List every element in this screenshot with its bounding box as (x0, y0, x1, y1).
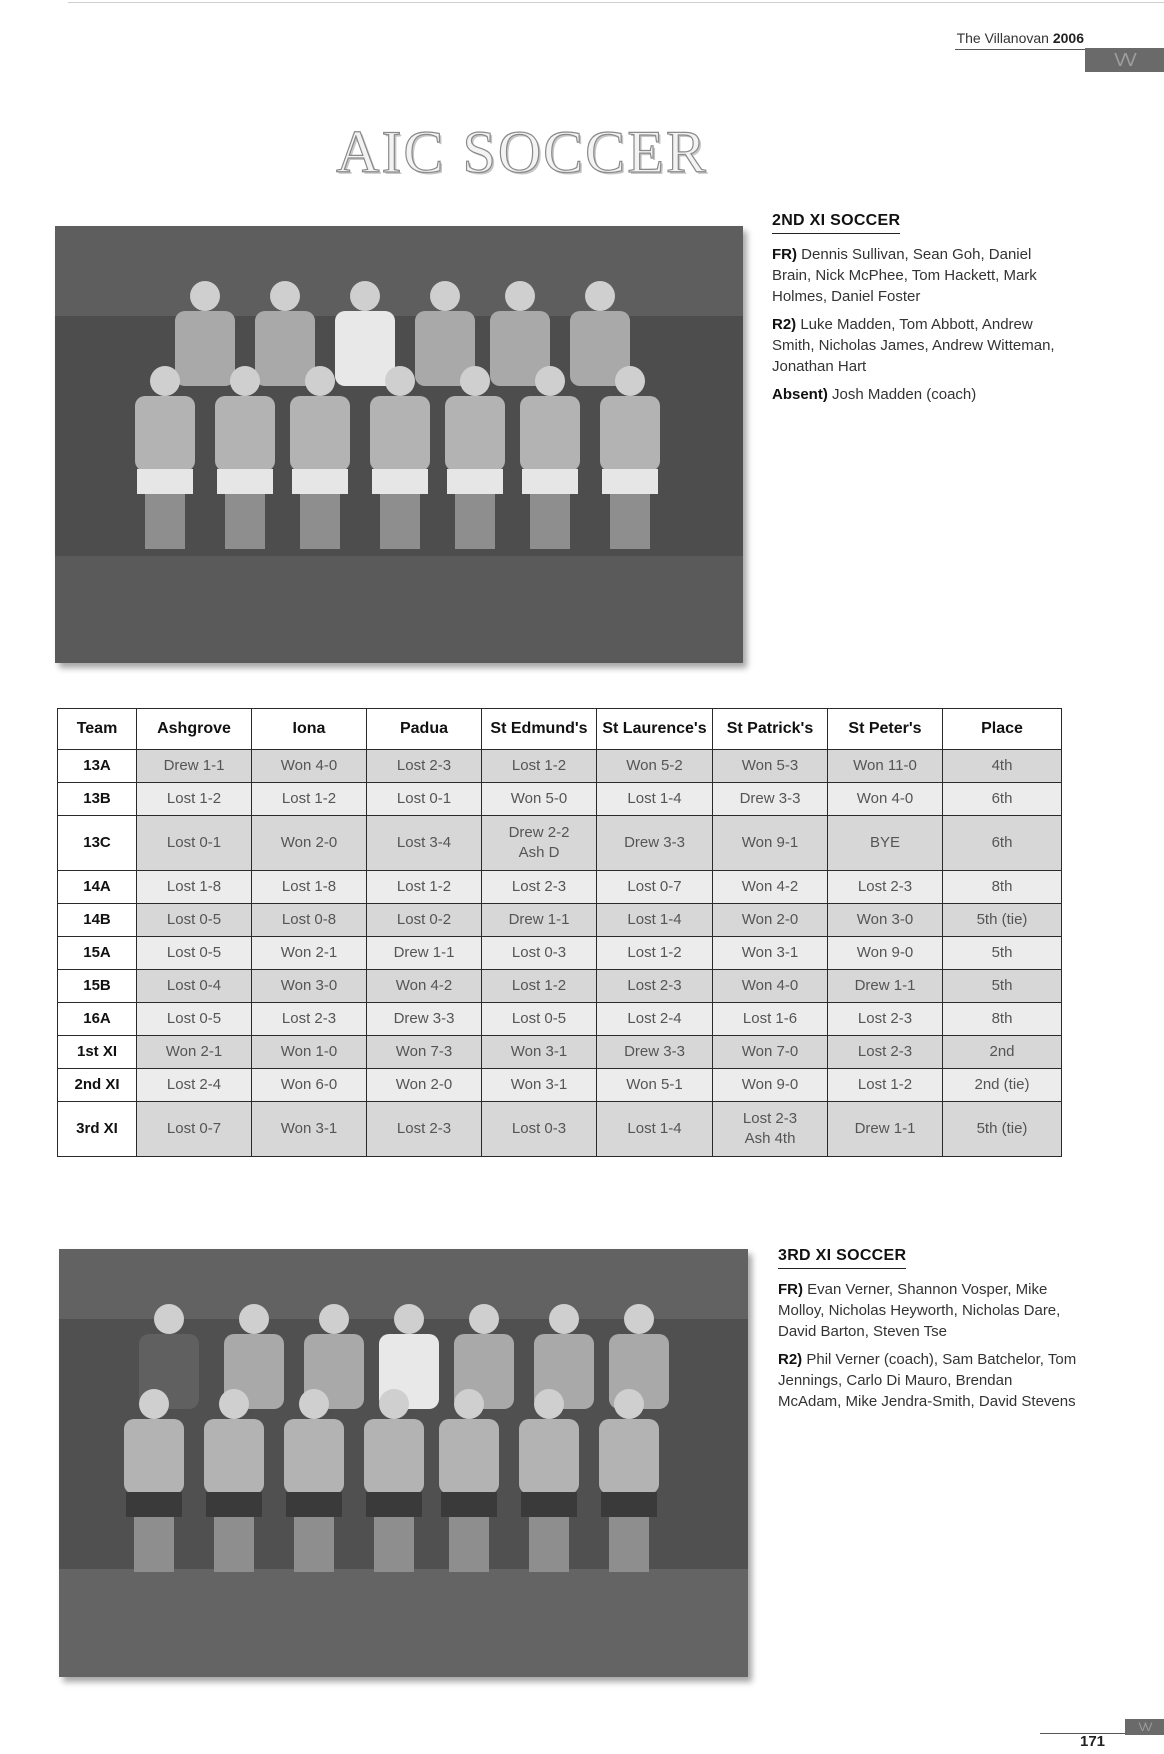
result-cell: Lost 0-4 (137, 970, 252, 1003)
result-cell: Won 4-2 (713, 871, 828, 904)
result-cell: Drew 1-1 (828, 970, 943, 1003)
result-cell: Lost 1-4 (597, 1102, 713, 1157)
header-iona: Iona (252, 709, 367, 750)
result-cell: Drew 2-2 Ash D (482, 816, 597, 871)
result-cell: Won 9-0 (828, 937, 943, 970)
result-cell: Lost 0-8 (252, 904, 367, 937)
header-st-peters: St Peter's (828, 709, 943, 750)
result-cell: Lost 0-3 (482, 937, 597, 970)
place-cell: 5th (943, 970, 1062, 1003)
results-body (58, 750, 1062, 1157)
result-cell: Won 3-0 (252, 970, 367, 1003)
result-cell: Lost 2-4 (597, 1003, 713, 1036)
caption-3rd-xi (778, 1245, 1078, 1419)
table-row (58, 1069, 1062, 1102)
result-cell: Won 2-1 (137, 1036, 252, 1069)
caption-2nd-xi-title: 2ND XI SOCCER (772, 210, 900, 234)
result-cell: Won 7-0 (713, 1036, 828, 1069)
result-cell: Lost 0-2 (367, 904, 482, 937)
caption-2nd-xi-row-absent: Absent) Josh Madden (coach) (772, 386, 977, 403)
result-cell: Drew 1-1 (137, 750, 252, 783)
result-cell: Lost 0-1 (367, 783, 482, 816)
team-photo-2nd-xi-image (55, 226, 743, 663)
caption-2nd-xi (772, 210, 1072, 412)
result-cell: Lost 1-2 (137, 783, 252, 816)
place-cell: 8th (943, 1003, 1062, 1036)
place-cell: 5th (tie) (943, 904, 1062, 937)
result-cell: Lost 0-5 (137, 904, 252, 937)
page-number: 171 (1080, 1733, 1106, 1750)
team-cell: 14B (58, 904, 137, 937)
footer-logo (1125, 1719, 1164, 1735)
table-row (58, 970, 1062, 1003)
team-cell: 1st XI (58, 1036, 137, 1069)
result-cell: Won 3-1 (252, 1102, 367, 1157)
result-cell: BYE (828, 816, 943, 871)
result-cell: Won 2-0 (367, 1069, 482, 1102)
result-cell: Drew 3-3 (713, 783, 828, 816)
header-ashgrove: Ashgrove (137, 709, 252, 750)
result-cell: Won 4-2 (367, 970, 482, 1003)
result-cell: Won 3-1 (482, 1069, 597, 1102)
place-cell: 5th (943, 937, 1062, 970)
result-cell: Lost 2-3 (828, 871, 943, 904)
table-row (58, 816, 1062, 871)
caption-2nd-xi-row-fr: FR) Dennis Sullivan, Sean Goh, Daniel Brain, Nick McPhee, Tom Hackett, Mark Holmes, Daniel Foster (772, 246, 1037, 305)
team-cell: 13C (58, 816, 137, 871)
team-cell: 15A (58, 937, 137, 970)
result-cell: Lost 0-3 (482, 1102, 597, 1157)
result-cell: Lost 1-2 (482, 970, 597, 1003)
result-cell: Won 7-3 (367, 1036, 482, 1069)
result-cell: Lost 1-4 (597, 904, 713, 937)
result-cell: Lost 2-3 Ash 4th (713, 1102, 828, 1157)
result-cell: Won 3-1 (482, 1036, 597, 1069)
result-cell: Lost 1-8 (137, 871, 252, 904)
result-cell: Lost 2-3 (367, 1102, 482, 1157)
result-cell: Won 1-0 (252, 1036, 367, 1069)
result-cell: Lost 0-7 (597, 871, 713, 904)
result-cell: Lost 3-4 (367, 816, 482, 871)
result-cell: Won 11-0 (828, 750, 943, 783)
table-row (58, 783, 1062, 816)
result-cell: Lost 1-2 (828, 1069, 943, 1102)
result-cell: Won 2-0 (713, 904, 828, 937)
table-row (58, 937, 1062, 970)
result-cell: Lost 2-3 (828, 1036, 943, 1069)
publication-name: The Villanovan (956, 30, 1049, 46)
result-cell: Won 4-0 (252, 750, 367, 783)
team-cell: 14A (58, 871, 137, 904)
team-cell: 16A (58, 1003, 137, 1036)
place-cell: 4th (943, 750, 1062, 783)
place-cell: 5th (tie) (943, 1102, 1062, 1157)
result-cell: Lost 1-2 (252, 783, 367, 816)
header-team: Team (58, 709, 137, 750)
place-cell: 2nd (943, 1036, 1062, 1069)
result-cell: Lost 2-3 (367, 750, 482, 783)
team-cell: 15B (58, 970, 137, 1003)
result-cell: Won 3-1 (713, 937, 828, 970)
result-cell: Lost 1-2 (597, 937, 713, 970)
result-cell: Drew 3-3 (367, 1003, 482, 1036)
results-table (57, 708, 1062, 1157)
result-cell: Won 9-0 (713, 1069, 828, 1102)
result-cell: Won 3-0 (828, 904, 943, 937)
result-cell: Drew 3-3 (597, 816, 713, 871)
result-cell: Won 5-0 (482, 783, 597, 816)
result-cell: Won 6-0 (252, 1069, 367, 1102)
result-cell: Won 5-3 (713, 750, 828, 783)
publication-header (957, 30, 1084, 46)
result-cell: Lost 2-3 (597, 970, 713, 1003)
result-cell: Lost 1-8 (252, 871, 367, 904)
result-cell: Lost 1-6 (713, 1003, 828, 1036)
table-row (58, 871, 1062, 904)
result-cell: Drew 3-3 (597, 1036, 713, 1069)
top-rule (68, 2, 1164, 3)
header-st-edmunds: St Edmund's (482, 709, 597, 750)
result-cell: Won 5-1 (597, 1069, 713, 1102)
team-cell: 13B (58, 783, 137, 816)
result-cell: Lost 0-5 (482, 1003, 597, 1036)
place-cell: 6th (943, 816, 1062, 871)
team-cell: 2nd XI (58, 1069, 137, 1102)
table-row (58, 904, 1062, 937)
result-cell: Lost 0-1 (137, 816, 252, 871)
villanovan-logo (1085, 48, 1164, 72)
header-place: Place (943, 709, 1062, 750)
place-cell: 2nd (tie) (943, 1069, 1062, 1102)
result-cell: Lost 2-3 (828, 1003, 943, 1036)
result-cell: Lost 2-3 (252, 1003, 367, 1036)
header-st-patricks: St Patrick's (713, 709, 828, 750)
result-cell: Drew 1-1 (482, 904, 597, 937)
result-cell: Won 4-0 (713, 970, 828, 1003)
caption-3rd-xi-row-r2: R2) Phil Verner (coach), Sam Batchelor, Tom Jennings, Carlo Di Mauro, Brendan McAdam, Mike Jendra-Smith, David Stevens (778, 1351, 1077, 1410)
result-cell: Won 4-0 (828, 783, 943, 816)
place-cell: 8th (943, 871, 1062, 904)
team-cell: 13A (58, 750, 137, 783)
place-cell: 6th (943, 783, 1062, 816)
result-cell: Won 2-0 (252, 816, 367, 871)
result-cell: Drew 1-1 (828, 1102, 943, 1157)
footer-logo-text: VV (1138, 1720, 1151, 1734)
result-cell: Lost 2-4 (137, 1069, 252, 1102)
result-cell: Drew 1-1 (367, 937, 482, 970)
table-row (58, 1003, 1062, 1036)
caption-2nd-xi-row-r2: R2) Luke Madden, Tom Abbott, Andrew Smith, Nicholas James, Andrew Witteman, Jonathan Hart (772, 316, 1055, 375)
table-row (58, 1036, 1062, 1069)
team-cell: 3rd XI (58, 1102, 137, 1157)
table-row (58, 1102, 1062, 1157)
result-cell: Lost 1-4 (597, 783, 713, 816)
result-cell: Lost 0-7 (137, 1102, 252, 1157)
caption-3rd-xi-row-fr: FR) Evan Verner, Shannon Vosper, Mike Molloy, Nicholas Heyworth, Nicholas Dare, David Barton, Steven Tse (778, 1281, 1061, 1340)
table-row (58, 750, 1062, 783)
result-cell: Lost 1-2 (482, 750, 597, 783)
logo-text: VV (1114, 49, 1135, 71)
header-st-laurences: St Laurence's (597, 709, 713, 750)
header-padua: Padua (367, 709, 482, 750)
team-photo-3rd-xi-image (59, 1249, 748, 1677)
results-header-row (58, 709, 1062, 750)
result-cell: Won 2-1 (252, 937, 367, 970)
result-cell: Lost 0-5 (137, 937, 252, 970)
team-photo-2nd-xi (55, 226, 743, 663)
result-cell: Won 9-1 (713, 816, 828, 871)
publication-year: 2006 (1052, 30, 1084, 46)
team-photo-3rd-xi (59, 1249, 748, 1677)
result-cell: Lost 2-3 (482, 871, 597, 904)
header-rule (955, 49, 1085, 50)
result-cell: Lost 1-2 (367, 871, 482, 904)
page-title: AIC SOCCER (336, 119, 708, 185)
result-cell: Lost 0-5 (137, 1003, 252, 1036)
result-cell: Won 5-2 (597, 750, 713, 783)
caption-3rd-xi-title: 3RD XI SOCCER (778, 1245, 906, 1269)
